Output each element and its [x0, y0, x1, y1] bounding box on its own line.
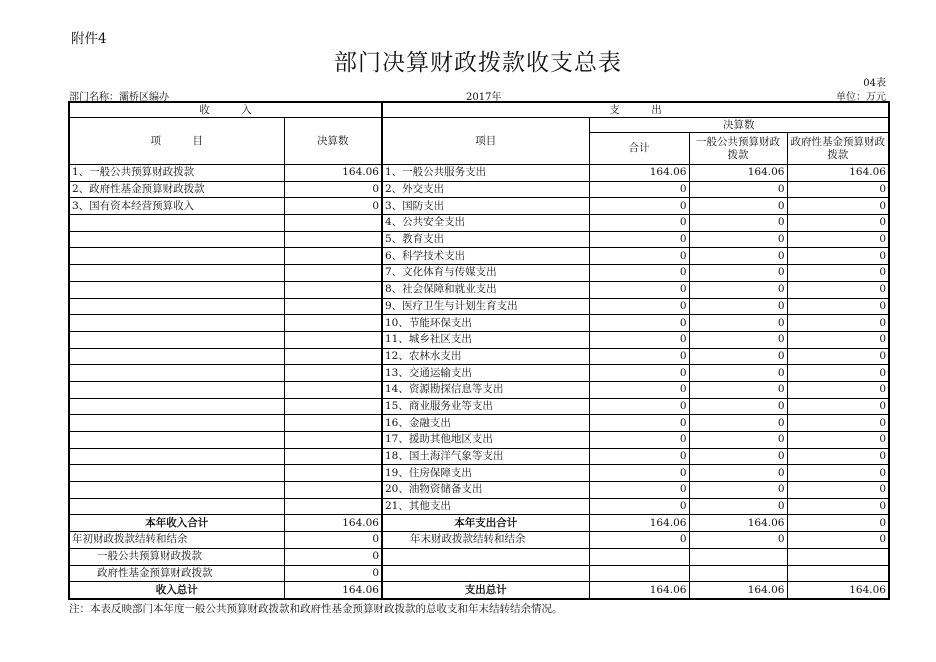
expense-grand-total: 164.06 [589, 582, 689, 599]
expense-item: 15、商业服务业等支出 [382, 398, 589, 415]
table-row [69, 448, 889, 465]
empty-cell [787, 548, 889, 565]
income-item [69, 448, 284, 465]
expense-general: 0 [689, 482, 787, 499]
income-amount [284, 348, 382, 365]
expense-fund: 0 [787, 482, 889, 499]
expense-general: 0 [689, 465, 787, 482]
expense-fund: 0 [787, 465, 889, 482]
income-item [69, 498, 284, 515]
expense-item: 19、住房保障支出 [382, 465, 589, 482]
expense-general: 0 [689, 415, 787, 432]
table-row [69, 432, 889, 449]
report-year: 2017年 [466, 92, 502, 103]
income-amount [284, 465, 382, 482]
expense-fund: 0 [787, 265, 889, 282]
expense-item: 1、一般公共服务支出 [382, 165, 589, 182]
table-row [69, 215, 889, 232]
expense-grand-total-label: 支出总计 [382, 582, 589, 599]
expense-fund: 0 [787, 298, 889, 315]
income-item: 1、一般公共预算财政拨款 [69, 165, 284, 182]
expense-year-total: 164.06 [589, 515, 689, 532]
income-amount: 164.06 [284, 165, 382, 182]
table-row [69, 381, 889, 398]
expense-carry-fund: 0 [787, 532, 889, 549]
expense-item: 17、援助其他地区支出 [382, 432, 589, 449]
fund-col-header: 政府性基金预算财政拨款 [787, 133, 889, 165]
expense-item: 11、城乡社区支出 [382, 331, 589, 348]
income-amount [284, 498, 382, 515]
unit-label: 单位：万元 [836, 92, 886, 103]
expense-fund: 0 [787, 432, 889, 449]
expense-total: 0 [589, 281, 689, 298]
expense-fund: 0 [787, 198, 889, 215]
table-row [69, 265, 889, 282]
empty-cell [382, 548, 589, 565]
table-row [69, 315, 889, 332]
income-item [69, 348, 284, 365]
expense-general: 0 [689, 265, 787, 282]
expense-total: 0 [589, 298, 689, 315]
expense-item: 14、资源勘探信息等支出 [382, 381, 589, 398]
income-item [69, 281, 284, 298]
general-col-header: 一般公共预算财政拨款 [689, 133, 787, 165]
expense-total: 0 [589, 348, 689, 365]
expense-year-total-general: 164.06 [689, 515, 787, 532]
income-amount [284, 381, 382, 398]
income-item [69, 215, 284, 232]
expense-carry-general: 0 [689, 532, 787, 549]
expense-fund: 0 [787, 248, 889, 265]
expense-header: 支 出 [382, 102, 889, 118]
table-row [69, 331, 889, 348]
income-item [69, 415, 284, 432]
empty-cell [689, 548, 787, 565]
income-carry-amount: 0 [284, 532, 382, 549]
income-carry-fund-label: 政府性基金预算财政拨款 [69, 565, 284, 582]
attachment-label: 附件4 [71, 31, 107, 47]
expense-fund: 0 [787, 231, 889, 248]
carry-general-row [69, 548, 889, 565]
expense-fund: 0 [787, 331, 889, 348]
expense-general: 0 [689, 448, 787, 465]
expense-general: 0 [689, 181, 787, 198]
income-grand-total-label: 收入总计 [69, 582, 284, 599]
expense-item: 12、农林水支出 [382, 348, 589, 365]
expense-total: 0 [589, 315, 689, 332]
expense-general: 0 [689, 248, 787, 265]
footnote: 注：本表反映部门本年度一般公共预算财政拨款和政府性基金预算财政拨款的总收支和年末结转结余情况。 [69, 603, 563, 615]
table-row [69, 181, 889, 198]
table-row [69, 165, 889, 182]
income-item-header: 项 目 [69, 118, 284, 165]
expense-item: 21、其他支出 [382, 498, 589, 515]
expense-item: 13、交通运输支出 [382, 365, 589, 382]
expense-fund: 0 [787, 181, 889, 198]
income-carry-fund-amount: 0 [284, 565, 382, 582]
income-item: 3、国有资本经营预算收入 [69, 198, 284, 215]
expense-item: 5、教育支出 [382, 231, 589, 248]
expense-fund: 0 [787, 281, 889, 298]
expense-total: 0 [589, 215, 689, 232]
grand-total-row [69, 582, 889, 599]
income-amount: 0 [284, 181, 382, 198]
expense-general: 0 [689, 315, 787, 332]
department-name: 部门名称：灞桥区编办 [69, 92, 169, 103]
expense-general: 164.06 [689, 165, 787, 182]
income-carry-general-amount: 0 [284, 548, 382, 565]
expense-item: 8、社会保障和就业支出 [382, 281, 589, 298]
expense-fund: 0 [787, 398, 889, 415]
income-item [69, 381, 284, 398]
expense-total: 0 [589, 432, 689, 449]
table-row [69, 498, 889, 515]
table-row [69, 465, 889, 482]
income-item [69, 331, 284, 348]
income-amount [284, 398, 382, 415]
expense-carry-total: 0 [589, 532, 689, 549]
income-item [69, 248, 284, 265]
income-amount [284, 448, 382, 465]
expense-item: 3、国防支出 [382, 198, 589, 215]
expense-general: 0 [689, 348, 787, 365]
header-row-1 [69, 102, 889, 118]
income-year-total-amount: 164.06 [284, 515, 382, 532]
income-item [69, 365, 284, 382]
expense-fund: 0 [787, 215, 889, 232]
empty-cell [589, 565, 689, 582]
carry-row [69, 532, 889, 549]
income-item: 2、政府性基金预算财政拨款 [69, 181, 284, 198]
income-amount [284, 265, 382, 282]
financial-table [68, 101, 890, 600]
expense-total: 0 [589, 398, 689, 415]
expense-year-total-label: 本年支出合计 [382, 515, 589, 532]
income-item [69, 465, 284, 482]
total-col-header: 合计 [589, 133, 689, 165]
expense-fund: 164.06 [787, 165, 889, 182]
income-item [69, 231, 284, 248]
expense-general: 0 [689, 298, 787, 315]
table-row [69, 248, 889, 265]
form-number: 04表 [863, 78, 886, 89]
income-amount: 0 [284, 198, 382, 215]
table-row [69, 281, 889, 298]
expense-item-header: 项目 [382, 118, 589, 165]
income-amount [284, 315, 382, 332]
expense-fund: 0 [787, 348, 889, 365]
expense-total: 164.06 [589, 165, 689, 182]
expense-general: 0 [689, 231, 787, 248]
income-amount [284, 365, 382, 382]
expense-fund: 0 [787, 315, 889, 332]
income-amount [284, 231, 382, 248]
expense-carry-label: 年末财政拨款结转和结余 [382, 532, 589, 549]
expense-general: 0 [689, 365, 787, 382]
expense-general: 0 [689, 215, 787, 232]
table-row [69, 231, 889, 248]
expense-general: 0 [689, 498, 787, 515]
table-row [69, 198, 889, 215]
income-amount [284, 215, 382, 232]
expense-total: 0 [589, 448, 689, 465]
page-title: 部门决算财政拨款收支总表 [334, 50, 622, 76]
expense-item: 18、国土海洋气象等支出 [382, 448, 589, 465]
year-total-row [69, 515, 889, 532]
expense-fund: 0 [787, 365, 889, 382]
income-amount [284, 281, 382, 298]
income-item [69, 265, 284, 282]
expense-general: 0 [689, 432, 787, 449]
expense-fund: 0 [787, 415, 889, 432]
income-amount-header: 决算数 [284, 118, 382, 165]
income-amount [284, 415, 382, 432]
income-item [69, 298, 284, 315]
expense-total: 0 [589, 465, 689, 482]
income-grand-total-amount: 164.06 [284, 582, 382, 599]
expense-general: 0 [689, 281, 787, 298]
empty-cell [787, 565, 889, 582]
empty-cell [689, 565, 787, 582]
expense-total: 0 [589, 415, 689, 432]
table-row [69, 348, 889, 365]
expense-total: 0 [589, 181, 689, 198]
income-carry-label: 年初财政拨款结转和结余 [69, 532, 284, 549]
expense-total: 0 [589, 482, 689, 499]
expense-grand-total-fund: 164.06 [787, 582, 889, 599]
expense-item: 4、公共安全支出 [382, 215, 589, 232]
income-amount [284, 432, 382, 449]
expense-total: 0 [589, 198, 689, 215]
expense-year-total-fund: 0 [787, 515, 889, 532]
empty-cell [589, 548, 689, 565]
expense-total: 0 [589, 381, 689, 398]
income-item [69, 315, 284, 332]
table-row [69, 365, 889, 382]
expense-item: 10、节能环保支出 [382, 315, 589, 332]
income-item [69, 398, 284, 415]
carry-fund-row [69, 565, 889, 582]
table-row [69, 398, 889, 415]
header-row-2 [69, 118, 889, 133]
income-item [69, 432, 284, 449]
expense-general: 0 [689, 331, 787, 348]
expense-fund: 0 [787, 498, 889, 515]
expense-fund: 0 [787, 381, 889, 398]
expense-grand-total-general: 164.06 [689, 582, 787, 599]
empty-cell [382, 565, 589, 582]
expense-item: 6、科学技术支出 [382, 248, 589, 265]
expense-total: 0 [589, 231, 689, 248]
income-amount [284, 482, 382, 499]
expense-total: 0 [589, 265, 689, 282]
expense-total: 0 [589, 248, 689, 265]
income-item [69, 482, 284, 499]
expense-item: 7、文化体育与传媒支出 [382, 265, 589, 282]
expense-final-header: 决算数 [589, 118, 889, 133]
table-row [69, 415, 889, 432]
table-row [69, 482, 889, 499]
income-amount [284, 248, 382, 265]
expense-total: 0 [589, 498, 689, 515]
expense-general: 0 [689, 398, 787, 415]
expense-item: 20、油物资储备支出 [382, 482, 589, 499]
expense-general: 0 [689, 198, 787, 215]
expense-fund: 0 [787, 448, 889, 465]
income-carry-general-label: 一般公共预算财政拨款 [69, 548, 284, 565]
expense-item: 16、金融支出 [382, 415, 589, 432]
income-amount [284, 298, 382, 315]
income-year-total-label: 本年收入合计 [69, 515, 284, 532]
table-row [69, 298, 889, 315]
expense-total: 0 [589, 365, 689, 382]
expense-item: 9、医疗卫生与计划生育支出 [382, 298, 589, 315]
expense-general: 0 [689, 381, 787, 398]
expense-total: 0 [589, 331, 689, 348]
expense-item: 2、外交支出 [382, 181, 589, 198]
income-header: 收 入 [69, 102, 382, 118]
income-amount [284, 331, 382, 348]
